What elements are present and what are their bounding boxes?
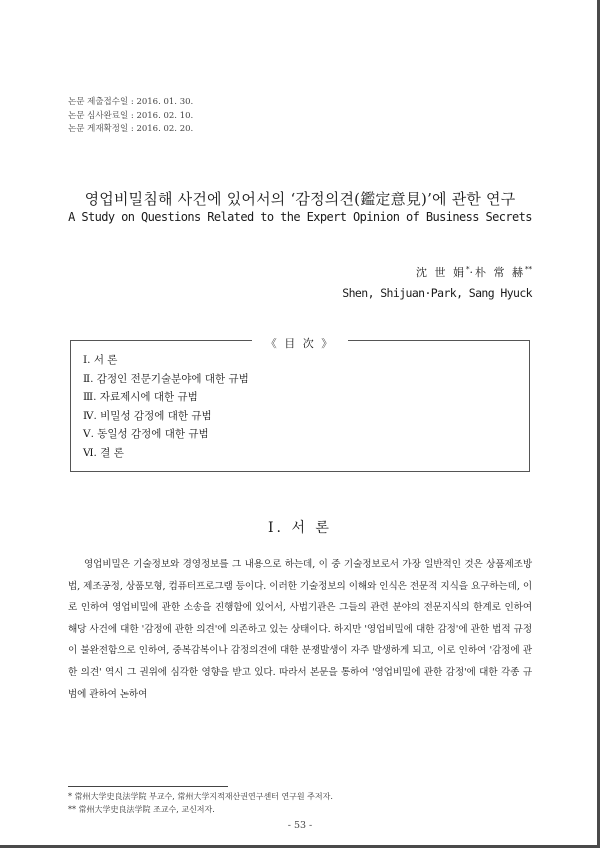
toc-item-1: Ⅰ. 서 론: [83, 354, 118, 366]
author1-name: 沈 世 娟: [416, 266, 466, 279]
toc-item-4: Ⅳ. 비밀성 감정에 대한 규범: [83, 409, 212, 422]
toc-item-6: Ⅵ. 결 론: [83, 446, 124, 459]
author2-name: 朴 常 赫: [475, 266, 525, 279]
author-separator: ·: [469, 266, 475, 279]
paper-title-english: A Study on Questions Related to the Expert Opinion of Business Secrets: [68, 210, 532, 224]
footnote-1: * 常州大学史良法学院 부교수, 常州大学지적재산권연구센터 연구원 주저자.: [68, 792, 333, 801]
toc-heading-wrap: [71, 332, 529, 351]
date-reviewed: 논문 심사완료일 : 2016. 02. 10.: [68, 110, 194, 121]
date-accepted: 논문 게재확정일 : 2016. 02. 20.: [68, 124, 194, 134]
footnote-2: ** 常州大学史良法学院 조교수, 교신저자.: [68, 805, 215, 814]
authors-korean: [416, 264, 532, 280]
paper-title-korean: 영업비밀침해 사건에 있어서의 ‘감정의견(鑑定意見)’에 관한 연구: [84, 190, 516, 208]
table-of-contents: [70, 337, 530, 472]
author2-footnote-mark: **: [525, 265, 532, 274]
toc-heading: 《 目 次 》: [252, 337, 349, 350]
page-number: - 53 -: [287, 820, 313, 831]
toc-item-3: Ⅲ. 자료제시에 대한 규범: [83, 391, 198, 403]
toc-list: [71, 341, 529, 462]
authors-english: Shen, Shijuan·Park, Sang Hyuck: [342, 286, 532, 300]
toc-item-5: Ⅴ. 동일성 감정에 대한 규범: [83, 428, 209, 440]
toc-item-2: Ⅱ. 감정인 전문기술분야에 대한 규범: [83, 372, 249, 385]
submission-dates: [68, 96, 193, 137]
footnote-divider: [68, 786, 228, 787]
footnotes: [68, 790, 333, 816]
section-heading-introduction: Ⅰ. 서 론: [268, 520, 332, 536]
author1-footnote-mark: *: [466, 265, 470, 274]
date-submitted: 논문 제출접수일 : 2016. 01. 30.: [68, 97, 194, 107]
body-paragraph: 영업비밀은 기술정보와 경영정보를 그 내용으로 하는데, 이 중 기술정보로서 가장 일반적인 것은 상품제조방법, 제조공정, 상품모형, 컴퓨터프로그램 등이다. 이러한 기술정보의 이해와 인식은 전문적 지식을 요구하는데, 이로 인하여 영업비밀에 관한 소송을 진행함에 있어서, 사법기관은 그들의 관련 분야의 전문지식의 한계로 인하여 해당 사건에 대한 '감정에 관한 의견'에 의존하고 있는 상태이다. 하지만 '영업비밀에 대한 감정'에 관한 법적 규정이 불완전함으로 인하여, 중복감복이나 감정의견에 대한 분쟁발생이 자주 발생하게 되고, 이로 인하여 '감정에 관한 의견' 역시 그 권위에 심각한 영향을 받고 있다. 따라서 본문을 통하여 '영업비밀에 관한 감정'에 대한 각종 규범에 관하여 논하여: [68, 559, 532, 700]
